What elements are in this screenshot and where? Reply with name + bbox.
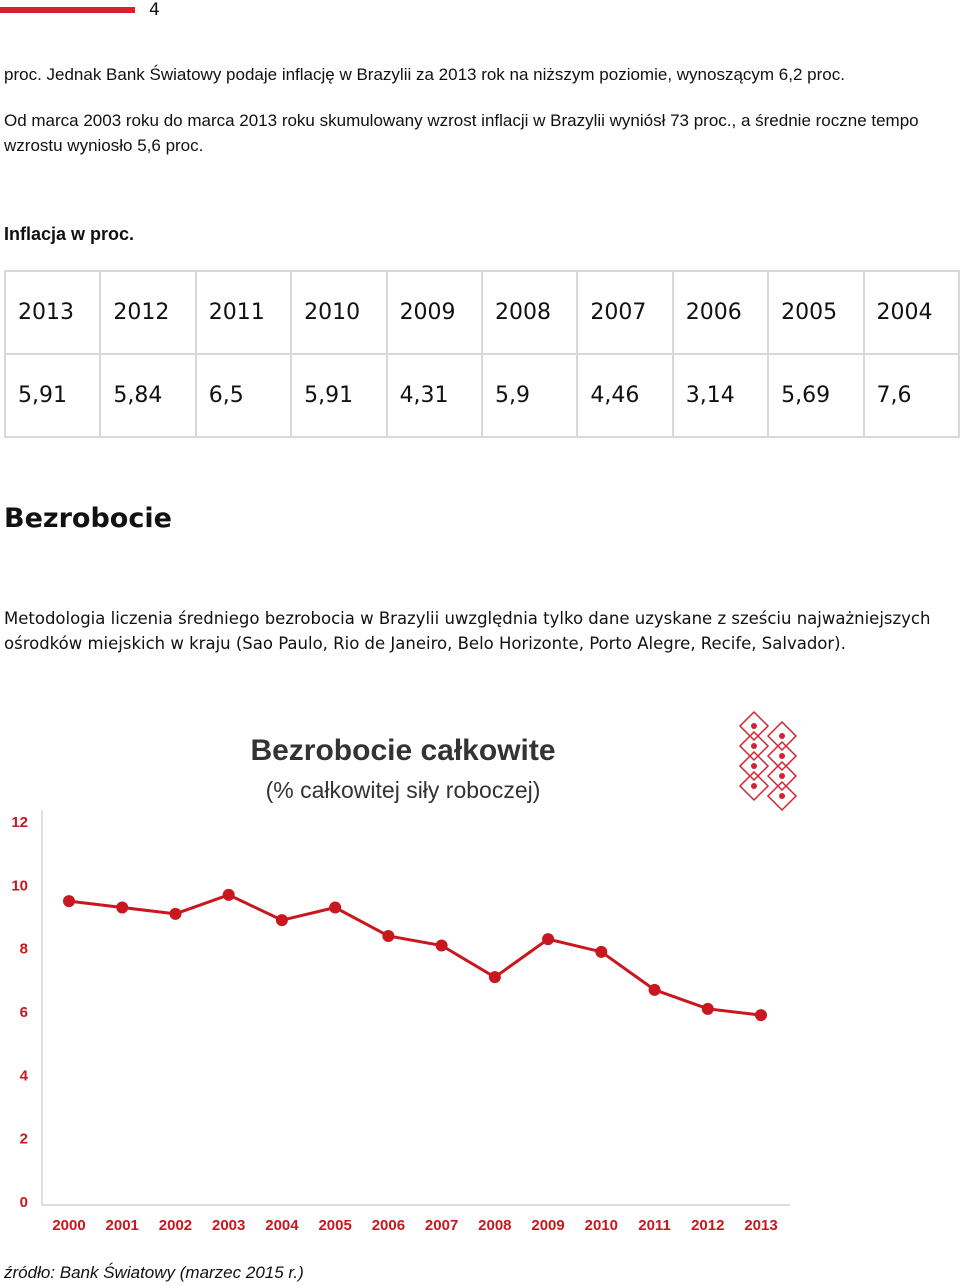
inflation-table-values-row	[5, 354, 959, 437]
y-tick-label: 2	[19, 1130, 28, 1148]
data-point	[382, 930, 394, 942]
inflation-year-2004: 2004	[864, 271, 959, 354]
inflation-value-2012: 5,84	[100, 354, 195, 437]
data-point	[276, 914, 288, 926]
x-tick-label: 2002	[158, 1217, 193, 1234]
data-point	[329, 902, 341, 914]
y-tick-label: 12	[11, 814, 28, 831]
x-tick-label: 2011	[638, 1217, 671, 1234]
unemployment-heading: Bezrobocie	[4, 503, 172, 534]
data-point	[116, 902, 128, 914]
x-tick-labels	[52, 1217, 777, 1234]
paragraph-inflation-world-bank: proc. Jednak Bank Światowy podaje inflację w Brazylii za 2013 rok na niższym poziomie, wynoszącym 6,2 proc.	[4, 65, 845, 84]
x-tick-label: 2001	[105, 1217, 139, 1234]
data-point	[542, 933, 554, 945]
paragraph-cumulative-inflation: Od marca 2003 roku do marca 2013 roku skumulowany wzrost inflacji w Brazylii wyniósł 73 proc., a średnie roczne tempo wzrostu wyniosło 5,6 proc.	[4, 111, 919, 155]
logo-dot	[751, 723, 757, 729]
x-tick-label: 2005	[318, 1217, 352, 1234]
logo-dot	[751, 763, 757, 769]
data-point	[649, 984, 661, 996]
chart-title: Bezrobocie całkowite	[250, 734, 556, 767]
x-tick-label: 2006	[371, 1217, 406, 1234]
data-point	[702, 1003, 714, 1015]
y-tick-label: 8	[19, 940, 28, 958]
data-point	[223, 889, 235, 901]
y-tick-labels	[11, 814, 28, 1211]
inflation-value-2011: 6,5	[196, 354, 291, 437]
inflation-value-2005: 5,69	[768, 354, 863, 437]
inflation-table-years-row	[5, 271, 959, 354]
x-tick-label: 2007	[424, 1217, 459, 1234]
x-tick-label: 2012	[691, 1217, 725, 1234]
logo-dot	[751, 743, 757, 749]
logo-dot	[779, 793, 785, 799]
inflation-year-2007: 2007	[577, 271, 672, 354]
inflation-year-2012: 2012	[100, 271, 195, 354]
page-number: 4	[149, 0, 160, 20]
inflation-year-2011: 2011	[196, 271, 291, 354]
series-points	[63, 889, 767, 1021]
data-point	[489, 971, 501, 983]
x-tick-label: 2000	[52, 1217, 86, 1234]
logo-dot	[779, 753, 785, 759]
x-tick-label: 2003	[212, 1217, 246, 1234]
source-note: źródło: Bank Światowy (marzec 2015 r.)	[4, 1263, 304, 1282]
header-red-bar	[0, 7, 135, 13]
x-tick-label: 2009	[531, 1217, 565, 1234]
data-point	[595, 946, 607, 958]
inflation-year-2009: 2009	[387, 271, 482, 354]
y-tick-label: 10	[11, 877, 28, 895]
logo-dot	[779, 773, 785, 779]
y-tick-label: 6	[19, 1004, 28, 1021]
logo-dot	[779, 733, 785, 739]
inflation-heading: Inflacja w proc.	[4, 224, 135, 244]
x-tick-label: 2008	[478, 1217, 512, 1234]
chart-subtitle: (% całkowitej siły roboczej)	[265, 777, 541, 803]
inflation-year-2005: 2005	[768, 271, 863, 354]
x-tick-label: 2013	[744, 1217, 778, 1234]
data-point	[169, 908, 181, 920]
inflation-year-2006: 2006	[673, 271, 768, 354]
data-point	[436, 940, 448, 952]
data-point	[63, 895, 75, 907]
logo-dot	[751, 783, 757, 789]
inflation-value-2004: 7,6	[864, 354, 959, 437]
y-tick-label: 4	[19, 1067, 28, 1085]
inflation-value-2009: 4,31	[387, 354, 482, 437]
inflation-value-2010: 5,91	[291, 354, 386, 437]
x-tick-label: 2004	[265, 1217, 299, 1234]
unemployment-chart	[0, 700, 960, 1260]
y-tick-label: 0	[19, 1194, 28, 1211]
logo-icon	[740, 712, 796, 810]
x-tick-label: 2010	[584, 1217, 618, 1234]
inflation-value-2007: 4,46	[577, 354, 672, 437]
paragraph-unemployment-methodology: Metodologia liczenia średniego bezrobocia w Brazylii uwzględnia tylko dane uzyskane z sześciu najważniejszych ośrodków miejskich w kraju (Sao Paulo, Rio de Janeiro, Belo Horizonte, Porto Alegre, Recife, Salvador).	[4, 609, 931, 653]
inflation-table	[4, 270, 960, 438]
inflation-year-2013: 2013	[5, 271, 100, 354]
data-point	[755, 1009, 767, 1021]
inflation-year-2010: 2010	[291, 271, 386, 354]
inflation-year-2008: 2008	[482, 271, 577, 354]
inflation-value-2013: 5,91	[5, 354, 100, 437]
inflation-value-2006: 3,14	[673, 354, 768, 437]
inflation-value-2008: 5,9	[482, 354, 577, 437]
